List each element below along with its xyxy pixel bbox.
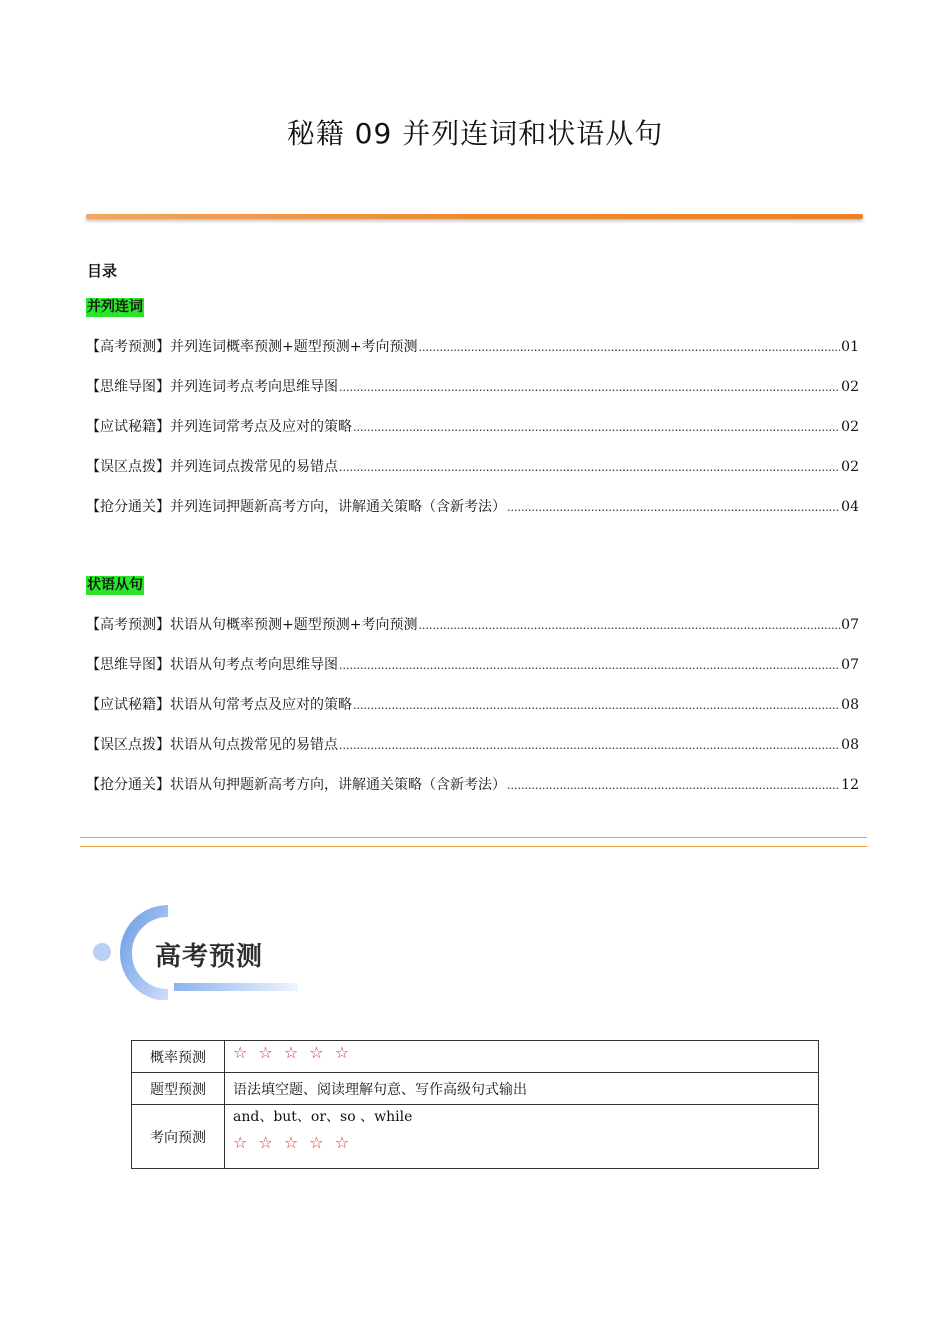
row-value: 语法填空题、阅读理解句意、写作高级句式输出 — [225, 1073, 819, 1105]
toc-page-number: 02 — [841, 379, 859, 395]
table-row — [132, 1041, 819, 1073]
toc-page-number: 08 — [841, 697, 859, 713]
toc-page-number: 01 — [841, 339, 859, 355]
toc-item[interactable] — [86, 337, 859, 357]
toc-item-label: 【抢分通关】状语从句押题新高考方向，讲解通关策略（含新考法） — [86, 777, 506, 793]
toc-item[interactable] — [86, 457, 859, 477]
toc-item[interactable] — [86, 775, 859, 795]
toc-leader-dots — [339, 457, 840, 477]
row-value-text: and、but、or、so 、while — [233, 1109, 413, 1125]
row-label: 题型预测 — [132, 1073, 225, 1105]
toc-heading: 目录 — [87, 262, 118, 280]
section-tag-adverbial-clauses: 状语从句 — [87, 577, 143, 593]
toc-item[interactable] — [86, 417, 859, 437]
toc-page-number: 02 — [841, 419, 859, 435]
toc-item-label: 【误区点拨】状语从句点拨常见的易错点 — [86, 737, 338, 753]
toc-leader-dots — [339, 655, 840, 675]
row-value — [225, 1105, 819, 1169]
toc-item[interactable] — [86, 377, 859, 397]
toc-item[interactable] — [86, 695, 859, 715]
toc-leader-dots — [339, 735, 840, 755]
toc-page-number: 04 — [841, 499, 859, 515]
prediction-table — [131, 1040, 819, 1169]
toc-page-number: 07 — [841, 617, 859, 633]
row-label: 考向预测 — [132, 1105, 225, 1169]
toc-page-number: 07 — [841, 657, 859, 673]
row-value — [225, 1041, 819, 1073]
toc-leader-dots — [507, 775, 840, 795]
toc-item[interactable] — [86, 615, 859, 635]
star-rating-icon: ☆ ☆ ☆ ☆ ☆ — [233, 1043, 353, 1062]
toc-leader-dots — [418, 615, 840, 635]
toc-item[interactable] — [86, 497, 859, 517]
toc-page-number: 12 — [841, 777, 859, 793]
toc-page-number: 08 — [841, 737, 859, 753]
toc-item-label: 【应试秘籍】并列连词常考点及应对的策略 — [86, 419, 352, 435]
toc-leader-dots — [507, 497, 840, 517]
row-label: 概率预测 — [132, 1041, 225, 1073]
section-tag-conjunctions: 并列连词 — [87, 299, 143, 315]
toc-end-divider-bottom — [80, 846, 867, 847]
toc-end-divider-top — [80, 837, 867, 838]
banner-title: 高考预测 — [155, 942, 264, 972]
toc-item-label: 【思维导图】状语从句考点考向思维导图 — [86, 657, 338, 673]
toc-leader-dots — [339, 377, 840, 397]
toc-leader-dots — [353, 417, 840, 437]
star-rating-icon: ☆ ☆ ☆ ☆ ☆ — [233, 1133, 353, 1152]
toc-leader-dots — [353, 695, 840, 715]
toc-item-label: 【应试秘籍】状语从句常考点及应对的策略 — [86, 697, 352, 713]
toc-leader-dots — [418, 337, 840, 357]
toc-item[interactable] — [86, 655, 859, 675]
title-divider — [86, 214, 863, 219]
toc-item-label: 【误区点拨】并列连词点拨常见的易错点 — [86, 459, 338, 475]
toc-item-label: 【思维导图】并列连词考点考向思维导图 — [86, 379, 338, 395]
toc-item-label: 【高考预测】状语从句概率预测+题型预测+考向预测 — [86, 617, 418, 633]
toc-item-label: 【高考预测】并列连词概率预测+题型预测+考向预测 — [86, 339, 418, 355]
toc-item[interactable] — [86, 735, 859, 755]
table-row — [132, 1073, 819, 1105]
table-row — [132, 1105, 819, 1169]
toc-item-label: 【抢分通关】并列连词押题新高考方向，讲解通关策略（含新考法） — [86, 499, 506, 515]
page-title: 秘籍 09 并列连词和状语从句 — [286, 117, 664, 150]
toc-page-number: 02 — [841, 459, 859, 475]
